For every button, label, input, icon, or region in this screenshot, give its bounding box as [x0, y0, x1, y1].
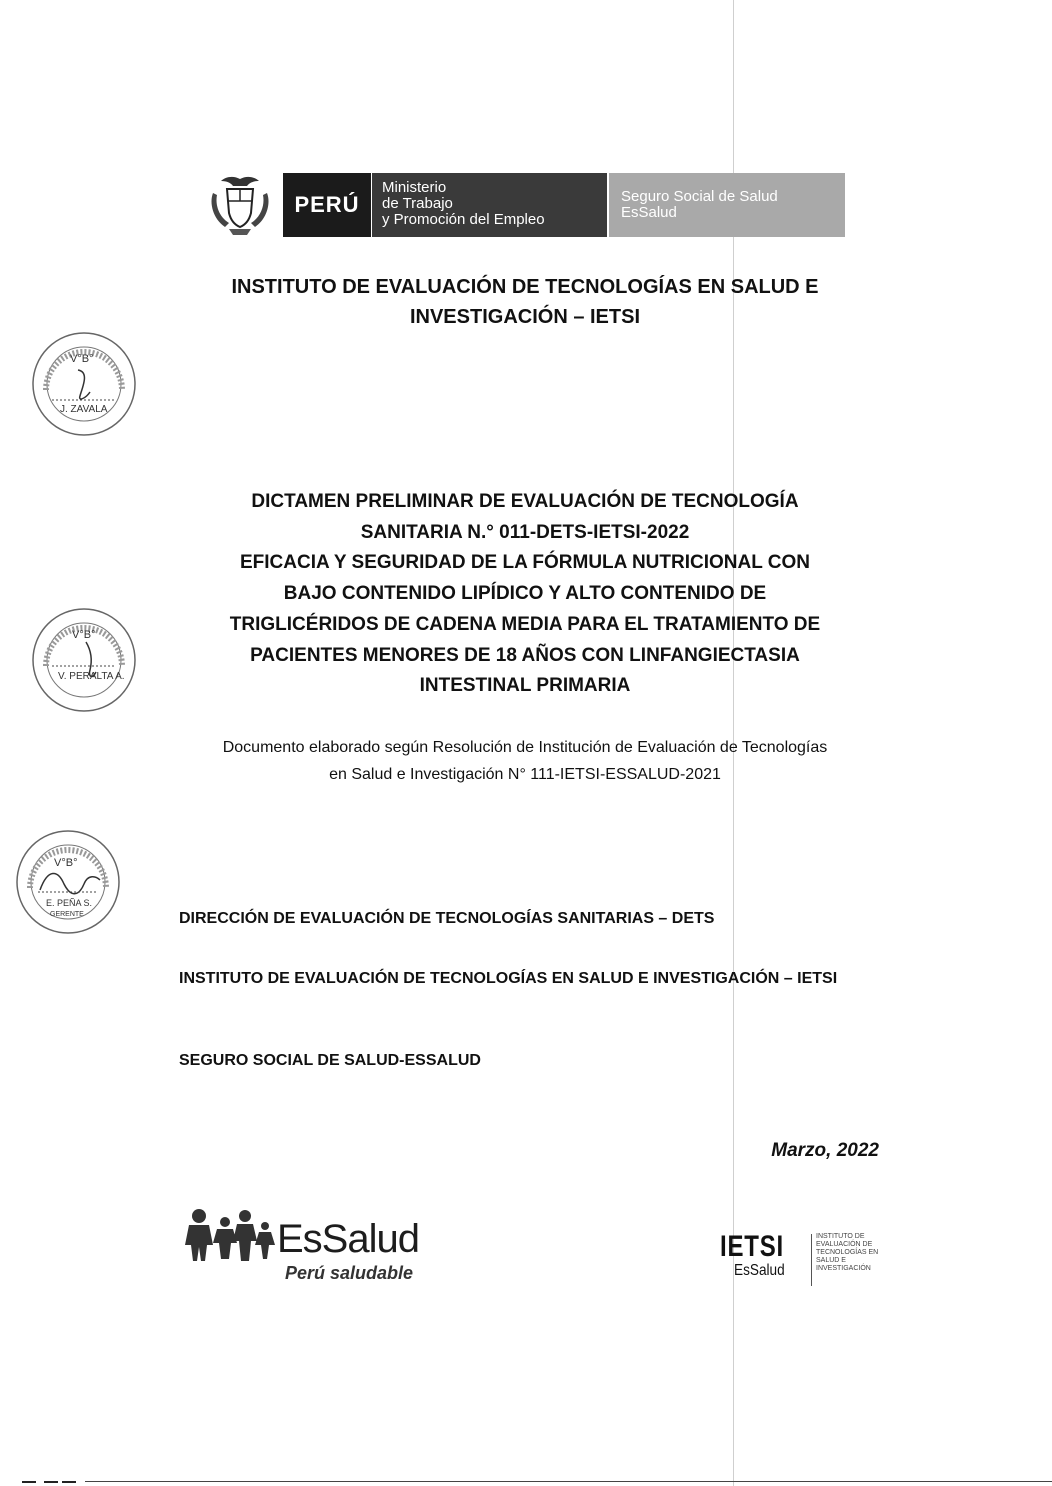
ietsi-desc-line: INVESTIGACIÓN [816, 1265, 871, 1272]
org-essalud: SEGURO SOCIAL DE SALUD-ESSALUD [179, 1052, 481, 1069]
essalud-entity-label [609, 173, 845, 237]
bottom-rule [85, 1481, 1052, 1482]
ietsi-desc-line: EVALUACIÓN DE [816, 1241, 873, 1248]
peru-coat-of-arms-icon [205, 173, 275, 237]
institute-title [150, 272, 900, 332]
ministry-label [372, 173, 607, 237]
document-date: Marzo, 2022 [771, 1140, 879, 1161]
ietsi-logo-divider [811, 1234, 812, 1286]
peru-label: PERÚ [283, 173, 371, 237]
ministry-line: y Promoción del Empleo [382, 211, 545, 228]
approval-seal-peralta [30, 606, 138, 714]
dictamen-line: EFICACIA Y SEGURIDAD DE LA FÓRMULA NUTRICIONAL CON [239, 552, 810, 574]
ietsi-logo [720, 1230, 880, 1290]
seal-vb: V°B° [70, 353, 94, 365]
note-line: Documento elaborado según Resolución de Institución de Evaluación de Tecnologías [222, 739, 828, 756]
scan-edge-mark [22, 1481, 36, 1483]
seal-vb: V°B° [72, 629, 96, 641]
dictamen-line: DICTAMEN PRELIMINAR DE EVALUACIÓN DE TECNOLOGÍA [251, 491, 799, 512]
essalud-logo-tagline: Perú saludable [285, 1263, 414, 1283]
family-figures-icon [185, 1207, 277, 1263]
essalud-logo [185, 1207, 445, 1287]
institute-title-line: INSTITUTO DE EVALUACIÓN DE TECNOLOGÍAS EN SALUD E [231, 276, 819, 298]
scan-edge-mark [62, 1481, 76, 1483]
scan-edge-mark [44, 1481, 58, 1483]
note-line: en Salud e Investigación N° 111-IETSI-ESSALUD-2021 [329, 766, 721, 783]
ministry-line: Ministerio [382, 179, 447, 196]
ministry-line: de Trabajo [382, 195, 453, 212]
ietsi-desc-line: TECNOLOGÍAS EN [816, 1249, 879, 1256]
seguro-line: EsSalud [621, 204, 677, 221]
org-dets: DIRECCIÓN DE EVALUACIÓN DE TECNOLOGÍAS SANITARIAS – DETS [179, 910, 715, 927]
dictamen-line: SANITARIA N.° 011-DETS-IETSI-2022 [360, 521, 690, 543]
essalud-logo-name: EsSalud [277, 1217, 419, 1261]
ietsi-logo-description [816, 1233, 878, 1273]
dictamen-line: BAJO CONTENIDO LIPÍDICO Y ALTO CONTENIDO DE [283, 583, 767, 605]
approval-seal-pena [14, 828, 122, 936]
dictamen-line: INTESTINAL PRIMARIA [419, 675, 631, 697]
dictamen-line: PACIENTES MENORES DE 18 AÑOS CON LINFANGIECTASIA [250, 644, 800, 666]
government-header-banner [205, 173, 845, 237]
dictamen-line: TRIGLICÉRIDOS DE CADENA MEDIA PARA EL TRATAMIENTO DE [229, 613, 821, 635]
org-ietsi: INSTITUTO DE EVALUACIÓN DE TECNOLOGÍAS EN SALUD E INVESTIGACIÓN – IETSI [179, 970, 838, 987]
seal-name: E. PEÑA S. [46, 898, 93, 908]
ietsi-logo-sub: EsSalud [734, 1262, 785, 1279]
institute-title-line: INVESTIGACIÓN – IETSI [409, 306, 641, 328]
resolution-note [150, 734, 900, 788]
ietsi-desc-line: SALUD E [816, 1257, 846, 1264]
seal-role: GERENTE [50, 911, 84, 918]
seal-vb: V°B° [54, 857, 78, 869]
ietsi-desc-line: INSTITUTO DE [816, 1233, 865, 1240]
approval-seal-zavala [30, 330, 138, 438]
seguro-line: Seguro Social de Salud [621, 188, 778, 205]
ietsi-logo-name: IETSI [720, 1230, 785, 1263]
dictamen-title [170, 487, 880, 702]
seal-name: J. ZAVALA [60, 404, 108, 415]
seal-name: V. PERALTA A. [58, 671, 125, 682]
